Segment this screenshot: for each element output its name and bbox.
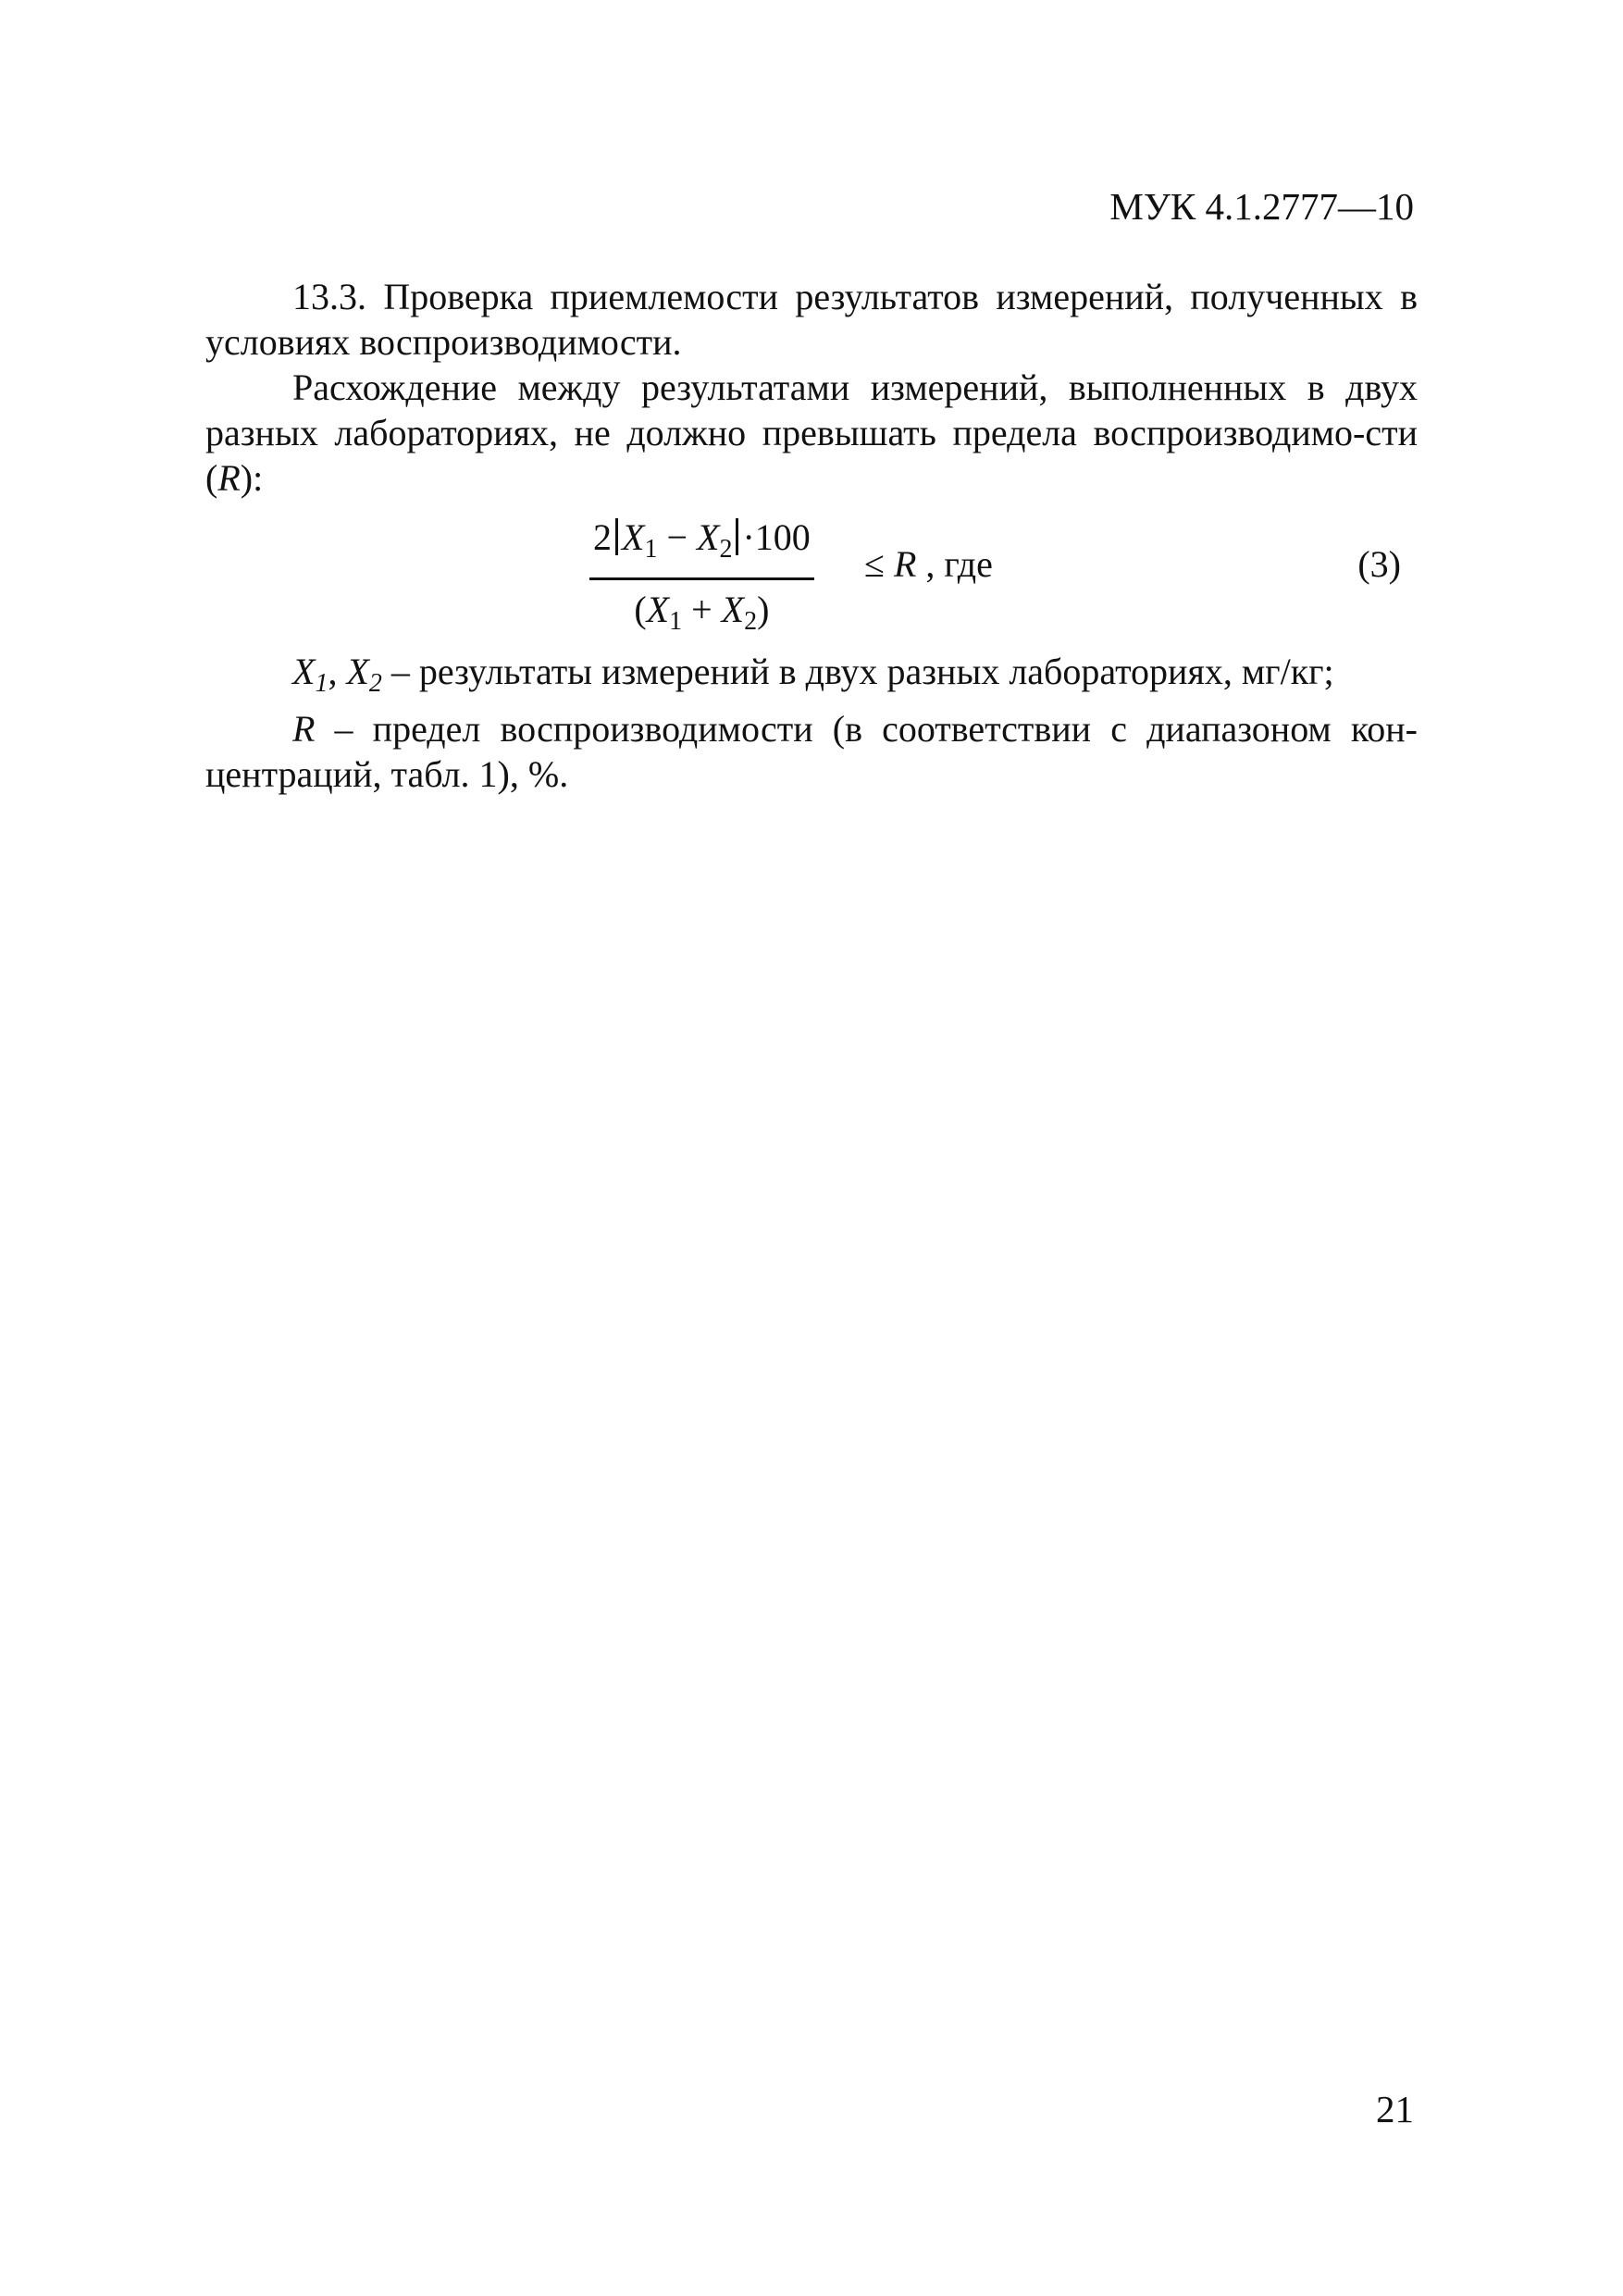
- num-sub-2: 2: [719, 535, 733, 564]
- definition-x1-x2: [205, 649, 1418, 706]
- formula-3: [205, 514, 1418, 643]
- page-content: [205, 274, 1418, 797]
- den-var-x2: X: [721, 589, 745, 630]
- def-r-text: – предел воспроизводимости (в соответствии с диапазоном кон-центраций, табл. 1), %.: [205, 708, 1418, 795]
- den-plus: +: [691, 589, 712, 630]
- equation-number: (3): [1357, 543, 1401, 585]
- rel-var-r: R: [893, 543, 917, 585]
- document-code-header: МУК 4.1.2777—10: [1109, 185, 1414, 228]
- section-heading: 13.3. Проверка приемлемости результатов измерений, полученных в условиях воспроизводимости.: [205, 276, 1418, 363]
- num-var-x1: X: [622, 516, 645, 558]
- def-sub-2: 2: [368, 669, 382, 698]
- num-coefficient: 2: [593, 516, 612, 558]
- den-sub-2: 2: [744, 607, 758, 636]
- paragraph-symbol-r: R: [217, 457, 241, 499]
- section-paragraph: [205, 365, 1418, 501]
- formula-relation: [864, 541, 993, 587]
- fraction-numerator: [589, 514, 814, 574]
- def-separator: ,: [328, 651, 347, 692]
- fraction-denominator: [589, 586, 814, 646]
- paragraph-text: Расхождение между результатами измерений, выполненных в двух разных лабораториях, не должно превышать предела воспроизводимо-сти (: [205, 366, 1418, 499]
- num-var-x2: X: [697, 516, 720, 558]
- formula-fraction: [589, 514, 814, 646]
- paragraph-tail: ):: [240, 457, 264, 499]
- fraction-bar: [589, 577, 814, 580]
- def-var-x1: X: [292, 651, 316, 692]
- def-x-text: – результаты измерений в двух разных лабораториях, мг/кг;: [381, 651, 1334, 692]
- page-number: 21: [1376, 2088, 1414, 2130]
- num-times-100: ·100: [742, 516, 811, 558]
- abs-left-bar: [615, 518, 618, 555]
- definition-r: [205, 706, 1418, 797]
- def-sub-1: 1: [315, 669, 328, 698]
- abs-right-bar: [736, 518, 738, 555]
- def-var-r: R: [292, 708, 316, 750]
- den-open-paren: (: [634, 589, 647, 630]
- den-close-paren: ): [757, 589, 770, 630]
- den-sub-1: 1: [669, 607, 683, 636]
- den-var-x1: X: [646, 589, 670, 630]
- rel-tail: , где: [925, 543, 993, 585]
- def-var-x2: X: [346, 651, 369, 692]
- num-sub-1: 1: [644, 535, 658, 564]
- num-minus: −: [666, 516, 688, 558]
- rel-leq: ≤: [864, 543, 885, 585]
